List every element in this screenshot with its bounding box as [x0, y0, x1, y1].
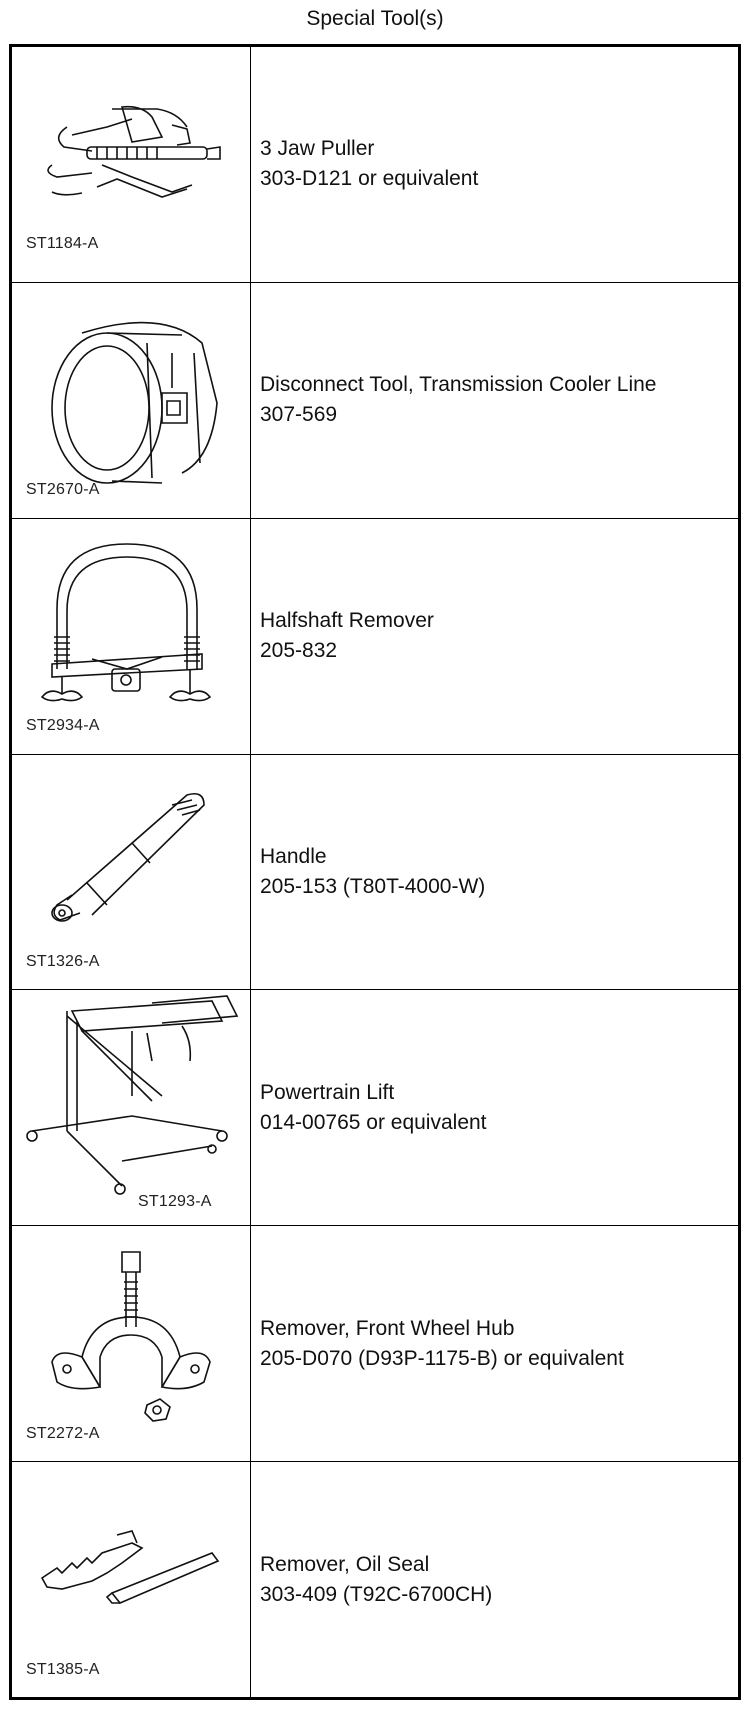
table-row: [11, 282, 740, 518]
tool-image-cell: [11, 518, 251, 754]
tool-description-cell: [251, 518, 740, 754]
tool-number: 303-409 (T92C-6700CH): [260, 1582, 493, 1606]
tool-code: ST1293-A: [138, 1192, 212, 1210]
tool-image-cell: [11, 46, 251, 283]
special-tools-table: [9, 44, 741, 1700]
tool-code: ST2934-A: [26, 717, 100, 735]
tool-name: 3 Jaw Puller: [260, 137, 375, 161]
tool-description-cell: [251, 990, 740, 1226]
tool-number: 205-153 (T80T-4000-W): [260, 874, 486, 898]
tool-name: Halfshaft Remover: [260, 609, 434, 633]
tool-image-cell: [11, 754, 251, 990]
table-row: [11, 1226, 740, 1462]
tool-name: Powertrain Lift: [260, 1080, 395, 1104]
tool-code: ST2670-A: [26, 481, 100, 499]
tool-code: ST1184-A: [26, 235, 99, 253]
tool-number: 205-D070 (D93P-1175-B) or equivalent: [260, 1346, 624, 1370]
tool-name: Remover, Front Wheel Hub: [260, 1316, 515, 1340]
tool-image-cell: [11, 282, 251, 518]
tool-number: 303-D121 or equivalent: [260, 167, 479, 191]
table-row: [11, 754, 740, 990]
table-row: [11, 990, 740, 1226]
tool-description-cell: [251, 46, 740, 283]
tool-number: 205-832: [260, 639, 338, 663]
tool-code: ST1385-A: [26, 1660, 100, 1678]
powertrain-lift-icon: [12, 991, 250, 1225]
tool-name: Disconnect Tool, Transmission Cooler Line: [260, 373, 657, 397]
tool-number: 014-00765 or equivalent: [260, 1110, 487, 1134]
table-row: [11, 46, 740, 283]
tool-description-cell: [251, 282, 740, 518]
tool-name: Remover, Oil Seal: [260, 1552, 430, 1576]
tool-description-cell: [251, 1462, 740, 1699]
tool-number: 307-569: [260, 403, 338, 427]
tool-name: Handle: [260, 844, 327, 868]
tool-code: ST2272-A: [26, 1424, 100, 1442]
page-title: Special Tool(s): [306, 7, 444, 30]
table-row: [11, 1462, 740, 1699]
tool-description-cell: [251, 1226, 740, 1462]
tool-image-cell: [11, 1462, 251, 1699]
tool-description-cell: [251, 754, 740, 990]
tool-image-cell: [11, 990, 251, 1226]
tool-code: ST1326-A: [26, 952, 100, 970]
tool-image-cell: [11, 1226, 251, 1462]
table-row: [11, 518, 740, 754]
